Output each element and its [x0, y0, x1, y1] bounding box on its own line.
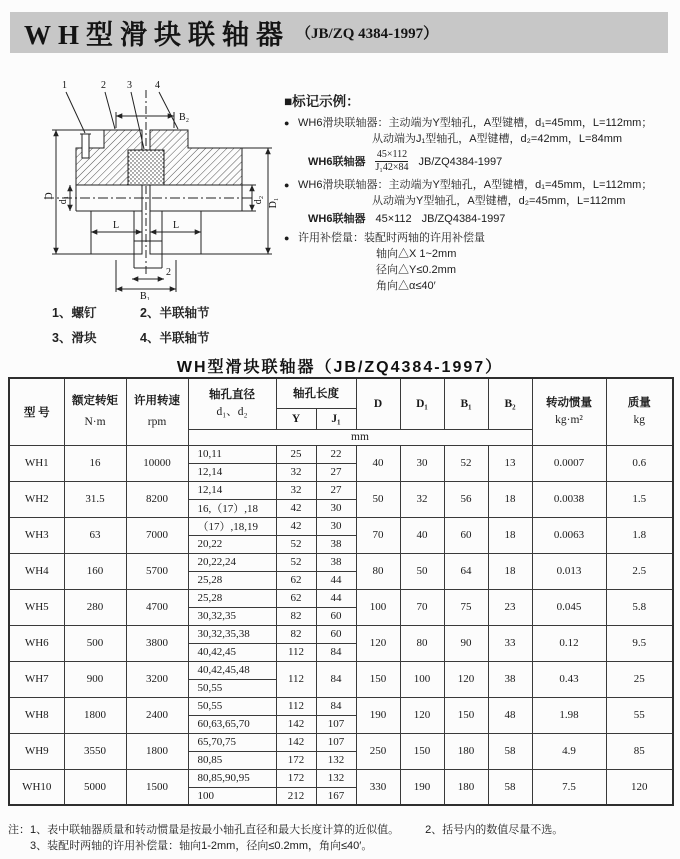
- length-Y-cell: 82: [276, 625, 316, 643]
- length-J1-cell: 84: [316, 643, 356, 661]
- fraction-numerator: 45×112: [376, 149, 408, 160]
- header-mass-unit: kg: [633, 413, 645, 426]
- B2-cell: 23: [488, 589, 532, 625]
- length-J1-cell: 84: [316, 697, 356, 715]
- example2-designation: [284, 211, 678, 227]
- mass-cell: 120: [606, 769, 673, 805]
- bore-diameter-cell: 25,28: [188, 571, 276, 589]
- speed-cell: 1800: [126, 733, 188, 769]
- D1-cell: 120: [400, 697, 444, 733]
- speed-cell: 8200: [126, 481, 188, 517]
- note-1: 注：1、表中联轴器质量和转动惯量是按最小轴孔直径和最大长度计算的近似值。: [8, 824, 400, 836]
- inertia-cell: 1.98: [532, 697, 606, 733]
- example1-line2: 从动端为J₁型轴孔，A型键槽，d₂=42mm，L=84mm: [372, 133, 623, 145]
- D-cell: 70: [356, 517, 400, 553]
- B2-cell: 38: [488, 661, 532, 697]
- spec-table: [8, 377, 674, 806]
- torque-cell: 500: [64, 625, 126, 661]
- B2-cell: 58: [488, 769, 532, 805]
- inertia-cell: 0.0063: [532, 517, 606, 553]
- header-bore-dia-label: 轴孔直径: [209, 388, 255, 401]
- header-torque: [64, 378, 126, 445]
- model-cell: WH3: [9, 517, 64, 553]
- length-Y-cell: 42: [276, 517, 316, 535]
- inertia-cell: 0.43: [532, 661, 606, 697]
- length-J1-cell: 44: [316, 589, 356, 607]
- length-Y-cell: 52: [276, 553, 316, 571]
- table-row: [9, 733, 673, 751]
- length-J1-cell: 132: [316, 769, 356, 787]
- B1-cell: 180: [444, 733, 488, 769]
- marking-example-section: [284, 94, 678, 294]
- bore-diameter-cell: 20,22,24: [188, 553, 276, 571]
- example1-name: WH6联轴器: [308, 155, 366, 168]
- torque-cell: 280: [64, 589, 126, 625]
- table-row: [9, 589, 673, 607]
- B1-cell: 52: [444, 445, 488, 481]
- mass-cell: 25: [606, 661, 673, 697]
- D-cell: 80: [356, 553, 400, 589]
- B2-cell: 58: [488, 733, 532, 769]
- D1-cell: 40: [400, 517, 444, 553]
- length-J1-cell: 107: [316, 733, 356, 751]
- table-row: [9, 481, 673, 499]
- speed-cell: 10000: [126, 445, 188, 481]
- table-row: [9, 553, 673, 571]
- length-J1-cell: 30: [316, 499, 356, 517]
- D-cell: 330: [356, 769, 400, 805]
- mass-cell: 0.6: [606, 445, 673, 481]
- example1-standard: JB/ZQ4384-1997: [418, 155, 503, 168]
- bore-diameter-cell: 100: [188, 787, 276, 805]
- header-speed: [126, 378, 188, 445]
- bore-diameter-cell: 80,85: [188, 751, 276, 769]
- table-row: [9, 625, 673, 643]
- tolerance-desc: 装配时两轴的许用补偿量: [364, 232, 485, 244]
- mass-cell: 85: [606, 733, 673, 769]
- length-J1-cell: 38: [316, 535, 356, 553]
- length-J1-cell: 22: [316, 445, 356, 463]
- D-cell: 50: [356, 481, 400, 517]
- speed-cell: 1500: [126, 769, 188, 805]
- D1-cell: 80: [400, 625, 444, 661]
- torque-cell: 63: [64, 517, 126, 553]
- model-cell: WH9: [9, 733, 64, 769]
- dim-L-left-label: L: [113, 220, 120, 231]
- B1-cell: 64: [444, 553, 488, 589]
- length-Y-cell: 62: [276, 589, 316, 607]
- length-Y-cell: 172: [276, 769, 316, 787]
- note-3: 3、装配时两轴的许用补偿量：轴向1-2mm，径向≤0.2mm，角向≤40′。: [30, 840, 373, 852]
- legend-item: 1、螺钉: [52, 306, 97, 320]
- length-J1-cell: 27: [316, 463, 356, 481]
- torque-cell: 31.5: [64, 481, 126, 517]
- callout-1-label: 1: [62, 80, 67, 91]
- B1-cell: 120: [444, 661, 488, 697]
- speed-cell: 3800: [126, 625, 188, 661]
- torque-cell: 160: [64, 553, 126, 589]
- example1-fraction: [375, 149, 408, 174]
- D-cell: 100: [356, 589, 400, 625]
- header-model: 型 号: [9, 378, 64, 445]
- D-cell: 40: [356, 445, 400, 481]
- header-inertia: [532, 378, 606, 445]
- header-inertia-label: 转动惯量: [546, 396, 592, 409]
- dim-2-label: 2: [166, 267, 171, 278]
- bullet-icon: ●: [284, 118, 290, 128]
- coupling-diagram: [16, 76, 278, 305]
- model-cell: WH10: [9, 769, 64, 805]
- length-Y-cell: 142: [276, 733, 316, 751]
- header-bore-dia-sub: d₁、d₂: [216, 405, 248, 418]
- length-Y-cell: 212: [276, 787, 316, 805]
- fraction-denominator: J₁42×84: [375, 162, 409, 173]
- tolerance-label: 许用补偿量：: [298, 232, 364, 244]
- header-bore-diameter: [188, 378, 276, 429]
- D1-cell: 50: [400, 553, 444, 589]
- table-row: [9, 697, 673, 715]
- torque-cell: 900: [64, 661, 126, 697]
- torque-cell: 5000: [64, 769, 126, 805]
- model-cell: WH8: [9, 697, 64, 733]
- page-title: WH型滑块联轴器: [24, 20, 291, 50]
- length-Y-cell: 25: [276, 445, 316, 463]
- D-cell: 150: [356, 661, 400, 697]
- legend-item: 3、滑块: [52, 331, 97, 345]
- torque-cell: 3550: [64, 733, 126, 769]
- example1-text1: WH6滑块联轴器：主动端为Y型轴孔，A型键槽，d₁=45mm，L=112mm；: [298, 117, 653, 129]
- tolerance-axial: 轴向△X 1~2mm: [376, 248, 457, 260]
- B2-cell: 18: [488, 481, 532, 517]
- B2-cell: 33: [488, 625, 532, 661]
- header-speed-label: 许用转速: [134, 394, 180, 407]
- B1-cell: 60: [444, 517, 488, 553]
- dim-B2-label: B₂: [179, 112, 190, 123]
- speed-cell: 2400: [126, 697, 188, 733]
- dim-L-right-label: L: [173, 220, 180, 231]
- bore-diameter-cell: 60,63,65,70: [188, 715, 276, 733]
- example2-text1: WH6滑块联轴器：主动端为Y型轴孔，A型键槽，d₁=45mm，L=112mm；: [298, 179, 653, 191]
- header-inertia-unit: kg·m²: [555, 413, 583, 426]
- length-Y-cell: 82: [276, 607, 316, 625]
- note-2: 2、括号内的数值尽量不选。: [425, 824, 564, 836]
- length-Y-cell: 52: [276, 535, 316, 553]
- bore-diameter-cell: 50,55: [188, 679, 276, 697]
- B1-cell: 56: [444, 481, 488, 517]
- D1-cell: 100: [400, 661, 444, 697]
- dim-B1-label: B₁: [140, 291, 151, 300]
- header-unit-row: mm: [188, 429, 532, 445]
- header-D1: D₁: [400, 378, 444, 429]
- bore-diameter-cell: 40,42,45,48: [188, 661, 276, 679]
- legend-item: 4、半联轴节: [140, 331, 210, 345]
- inertia-cell: 0.12: [532, 625, 606, 661]
- length-J1-cell: 30: [316, 517, 356, 535]
- legend-item: 2、半联轴节: [140, 306, 210, 320]
- marking-heading: ■标记示例：: [284, 94, 360, 109]
- bore-diameter-cell: 30,32,35,38: [188, 625, 276, 643]
- length-J1-cell: 167: [316, 787, 356, 805]
- length-Y-cell: 172: [276, 751, 316, 769]
- dim-d1-label: d₁: [58, 195, 69, 205]
- mass-cell: 55: [606, 697, 673, 733]
- mass-cell: 2.5: [606, 553, 673, 589]
- bore-diameter-cell: 20,22: [188, 535, 276, 553]
- tolerance-line: [284, 230, 678, 246]
- length-Y-cell: 112: [276, 661, 316, 697]
- model-cell: WH1: [9, 445, 64, 481]
- speed-cell: 3200: [126, 661, 188, 697]
- header-B1: B₁: [444, 378, 488, 429]
- callout-3-label: 3: [127, 80, 132, 91]
- length-Y-cell: 112: [276, 697, 316, 715]
- D-cell: 120: [356, 625, 400, 661]
- example2-name: WH6联轴器: [308, 213, 366, 225]
- bore-diameter-cell: 25,28: [188, 589, 276, 607]
- table-row: [9, 517, 673, 535]
- length-Y-cell: 32: [276, 481, 316, 499]
- bore-diameter-cell: 16,（17）,18: [188, 499, 276, 517]
- notes-section: [8, 822, 563, 854]
- example2-line1: [284, 177, 678, 193]
- B2-cell: 18: [488, 553, 532, 589]
- dim-d2-label: d₂: [253, 195, 264, 205]
- example2-line2: 从动端为Y型轴孔，A型键槽，d₂=45mm，L=112mm: [372, 195, 626, 207]
- bore-diameter-cell: 10,11: [188, 445, 276, 463]
- page-title-bar: [10, 12, 668, 53]
- length-J1-cell: 44: [316, 571, 356, 589]
- mass-cell: 9.5: [606, 625, 673, 661]
- bore-diameter-cell: 30,32,35: [188, 607, 276, 625]
- inertia-cell: 0.013: [532, 553, 606, 589]
- D1-cell: 70: [400, 589, 444, 625]
- speed-cell: 7000: [126, 517, 188, 553]
- header-J1: J₁: [316, 408, 356, 429]
- B1-cell: 150: [444, 697, 488, 733]
- example2-value: 45×112: [375, 213, 412, 225]
- header-torque-label: 额定转矩: [72, 394, 118, 407]
- D-cell: 250: [356, 733, 400, 769]
- length-J1-cell: 60: [316, 607, 356, 625]
- table-title: WH型滑块联轴器（JB/ZQ4384-1997）: [176, 359, 504, 376]
- B1-cell: 75: [444, 589, 488, 625]
- D1-cell: 32: [400, 481, 444, 517]
- model-cell: WH7: [9, 661, 64, 697]
- bore-diameter-cell: 50,55: [188, 697, 276, 715]
- dim-D-label: D: [44, 192, 55, 200]
- example1-line1: [284, 115, 678, 131]
- torque-cell: 16: [64, 445, 126, 481]
- D1-cell: 190: [400, 769, 444, 805]
- length-J1-cell: 27: [316, 481, 356, 499]
- B1-cell: 180: [444, 769, 488, 805]
- length-J1-cell: 84: [316, 661, 356, 697]
- mass-cell: 1.8: [606, 517, 673, 553]
- torque-cell: 1800: [64, 697, 126, 733]
- speed-cell: 5700: [126, 553, 188, 589]
- table-row: [9, 445, 673, 463]
- inertia-cell: 4.9: [532, 733, 606, 769]
- inertia-cell: 0.0007: [532, 445, 606, 481]
- header-torque-unit: N·m: [84, 415, 106, 428]
- table-row: [9, 661, 673, 679]
- page-title-standard: （JB/ZQ 4384-1997）: [296, 26, 439, 42]
- model-cell: WH6: [9, 625, 64, 661]
- mass-cell: 1.5: [606, 481, 673, 517]
- callout-2-label: 2: [101, 80, 106, 91]
- bore-diameter-cell: 80,85,90,95: [188, 769, 276, 787]
- bore-diameter-cell: 12,14: [188, 463, 276, 481]
- model-cell: WH4: [9, 553, 64, 589]
- callout-4-label: 4: [155, 80, 160, 91]
- bullet-icon: ●: [284, 180, 290, 190]
- model-cell: WH2: [9, 481, 64, 517]
- header-bore-length: 轴孔长度: [276, 378, 356, 408]
- header-mass: [606, 378, 673, 445]
- spec-table-body: [9, 445, 673, 805]
- bullet-icon: ●: [284, 233, 290, 243]
- bore-diameter-cell: 12,14: [188, 481, 276, 499]
- mass-cell: 5.8: [606, 589, 673, 625]
- example2-standard: JB/ZQ4384-1997: [421, 213, 506, 225]
- length-J1-cell: 60: [316, 625, 356, 643]
- length-J1-cell: 38: [316, 553, 356, 571]
- header-D: D: [356, 378, 400, 429]
- header-B2: B₂: [488, 378, 532, 429]
- header-speed-unit: rpm: [147, 415, 167, 428]
- diagram-legend: [52, 303, 270, 346]
- example1-designation: [284, 149, 678, 174]
- length-J1-cell: 107: [316, 715, 356, 733]
- B2-cell: 18: [488, 517, 532, 553]
- length-Y-cell: 112: [276, 643, 316, 661]
- header-mass-label: 质量: [627, 396, 651, 409]
- tolerance-angular: 角向△α≤40′: [376, 280, 436, 292]
- bore-diameter-cell: （17）,18,19: [188, 517, 276, 535]
- B1-cell: 90: [444, 625, 488, 661]
- D-cell: 190: [356, 697, 400, 733]
- dim-D1-label: D₁: [268, 197, 278, 209]
- speed-cell: 4700: [126, 589, 188, 625]
- B2-cell: 48: [488, 697, 532, 733]
- tolerance-radial: 径向△Y≤0.2mm: [376, 264, 456, 276]
- inertia-cell: 7.5: [532, 769, 606, 805]
- model-cell: WH5: [9, 589, 64, 625]
- header-Y: Y: [276, 408, 316, 429]
- B2-cell: 13: [488, 445, 532, 481]
- length-Y-cell: 142: [276, 715, 316, 733]
- coupling-cross-section: [16, 76, 278, 300]
- length-Y-cell: 32: [276, 463, 316, 481]
- D1-cell: 150: [400, 733, 444, 769]
- D1-cell: 30: [400, 445, 444, 481]
- length-Y-cell: 42: [276, 499, 316, 517]
- bore-diameter-cell: 65,70,75: [188, 733, 276, 751]
- inertia-cell: 0.0038: [532, 481, 606, 517]
- inertia-cell: 0.045: [532, 589, 606, 625]
- length-Y-cell: 62: [276, 571, 316, 589]
- table-row: [9, 769, 673, 787]
- length-J1-cell: 132: [316, 751, 356, 769]
- bore-diameter-cell: 40,42,45: [188, 643, 276, 661]
